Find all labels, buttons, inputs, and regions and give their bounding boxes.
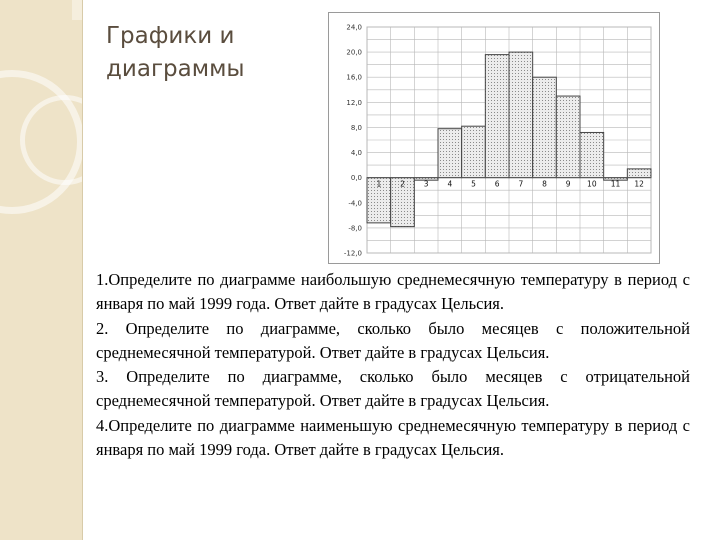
decorative-strip <box>72 0 82 20</box>
x-category-label: 7 <box>518 179 524 189</box>
bar-month-7 <box>509 52 533 178</box>
y-tick-label: 20,0 <box>346 48 362 57</box>
slide-title-line-1: Графики и <box>106 23 235 49</box>
x-category-label: 5 <box>471 179 476 189</box>
chart-canvas <box>329 13 659 263</box>
slide-title <box>106 20 296 86</box>
y-tick-label: -12,0 <box>343 249 362 258</box>
y-tick-label: 8,0 <box>350 123 362 132</box>
x-category-label: 12 <box>634 179 644 189</box>
y-tick-label: 24,0 <box>346 23 362 32</box>
question-1: 1.Определите по диаграмме наибольшую среднемесячную температуру в период с января по май 1999 года. Ответ дайте в градусах Цельсия. <box>96 270 690 314</box>
slide-title-line-2: диаграммы <box>106 56 245 82</box>
question-3: 3. Определите по диаграмме, сколько было месяцев с отрицательной среднемесячной температурой. Ответ дайте в градусах Цельсия. <box>96 367 690 411</box>
bar-month-10 <box>580 132 604 177</box>
x-category-label: 10 <box>587 179 597 189</box>
decorative-side-panel <box>0 0 83 540</box>
x-category-label: 8 <box>542 179 547 189</box>
temperature-chart <box>328 12 660 264</box>
y-tick-label: 12,0 <box>346 98 362 107</box>
x-category-label: 1 <box>376 179 382 189</box>
bar-month-4 <box>438 129 462 178</box>
x-category-label: 3 <box>423 179 429 189</box>
y-tick-label: 4,0 <box>350 149 362 158</box>
question-4: 4.Определите по диаграмме наименьшую среднемесячную температуру в период с января по май 1999 года. Ответ дайте в градусах Цельсия. <box>96 415 690 460</box>
y-tick-label: 16,0 <box>346 73 362 82</box>
x-category-label: 2 <box>400 179 405 189</box>
bar-month-12 <box>627 169 651 178</box>
questions-list <box>96 268 690 462</box>
x-category-label: 11 <box>610 179 621 189</box>
y-tick-label: 0,0 <box>350 174 362 183</box>
x-category-label: 9 <box>565 179 571 189</box>
question-2: 2. Определите по диаграмме, сколько было месяцев с положительной среднемесячной температурой. Ответ дайте в градусах Цельсия. <box>96 318 690 362</box>
y-tick-label: -4,0 <box>348 199 362 208</box>
x-category-label: 4 <box>447 179 453 189</box>
y-tick-label: -8,0 <box>348 224 362 233</box>
x-category-label: 6 <box>494 179 500 189</box>
bar-month-9 <box>556 96 580 178</box>
bar-month-8 <box>533 77 557 177</box>
bar-month-6 <box>485 55 509 178</box>
bar-month-5 <box>462 126 486 177</box>
